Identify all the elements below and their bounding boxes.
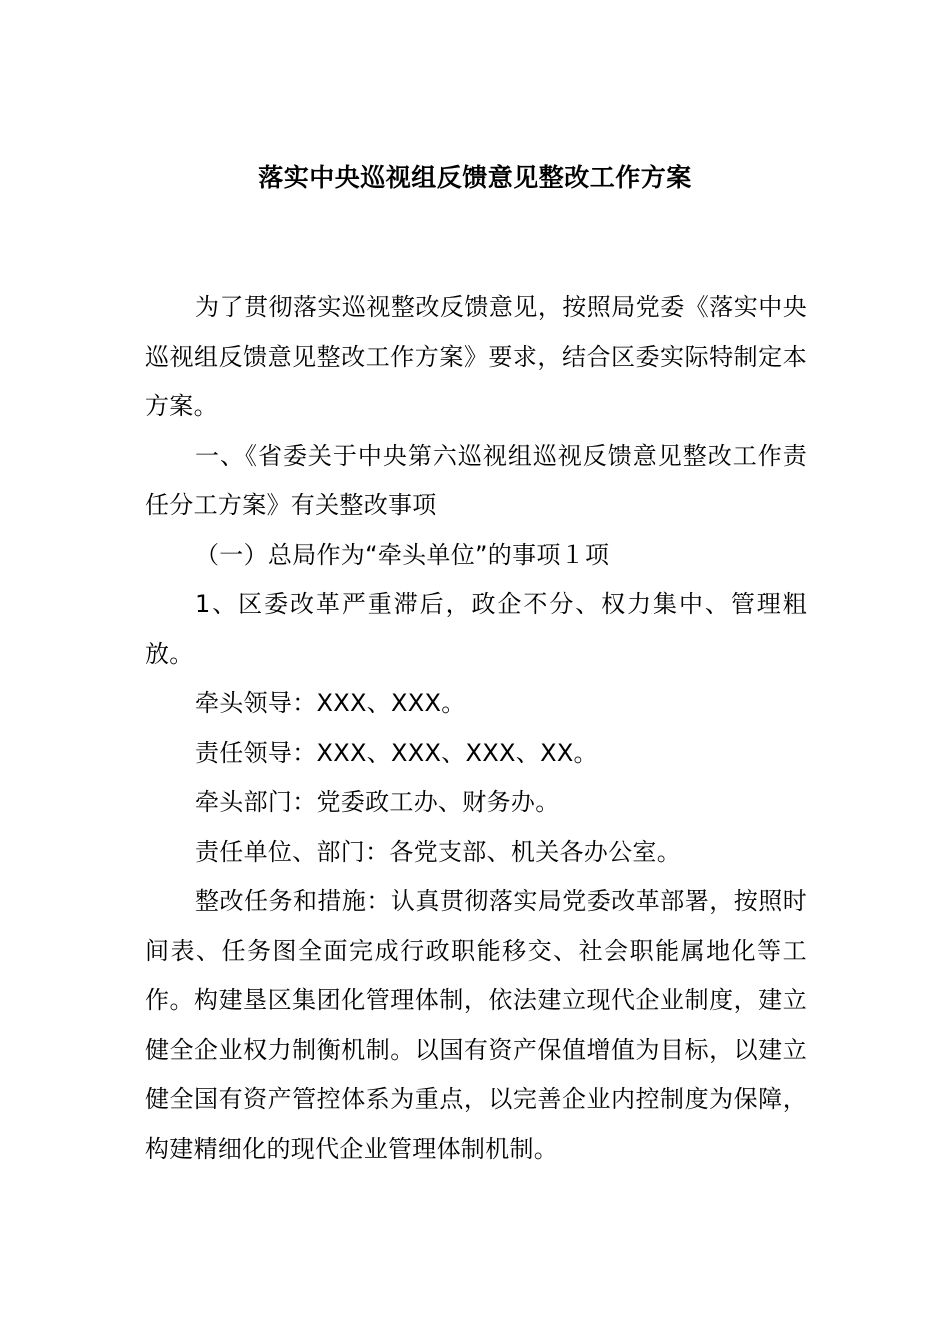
section-heading: 一、《省委关于中央第六巡视组巡视反馈意见整改工作责任分工方案》有关整改事项: [145, 441, 807, 519]
tasks-measures-paragraph: 整改任务和措施：认真贯彻落实局党委改革部署，按照时间表、任务图全面完成行政职能移交、社会职能属地化等工作。构建垦区集团化管理体制，依法建立现代企业制度，建立健全企业权力制衡机制。以国有资产保值增值为目标，以建立健全国有资产管控体系为重点，以完善企业内控制度为保障，构建精细化的现代企业管理体制机制。: [145, 887, 807, 1163]
intro-paragraph: 为了贯彻落实巡视整改反馈意见，按照局党委《落实中央巡视组反馈意见整改工作方案》要求，结合区委实际特制定本方案。: [145, 293, 807, 420]
item-heading: 1、区委改革严重滞后，政企不分、权力集中、管理粗放。: [145, 590, 807, 668]
responsible-unit-line: 责任单位、部门：各党支部、机关各办公室。: [195, 837, 681, 866]
subsection-heading: （一）总局作为“牵头单位”的事项１项: [195, 540, 610, 569]
document-body: [145, 283, 807, 1174]
lead-leader-line: 牵头领导：XXX、XXX。: [195, 689, 466, 717]
document-title: 落实中央巡视组反馈意见整改工作方案: [258, 163, 692, 192]
responsible-leader-line: 责任领导：XXX、XXX、XXX、XX。: [195, 738, 598, 767]
lead-department-line: 牵头部门：党委政工办、财务办。: [195, 788, 560, 816]
